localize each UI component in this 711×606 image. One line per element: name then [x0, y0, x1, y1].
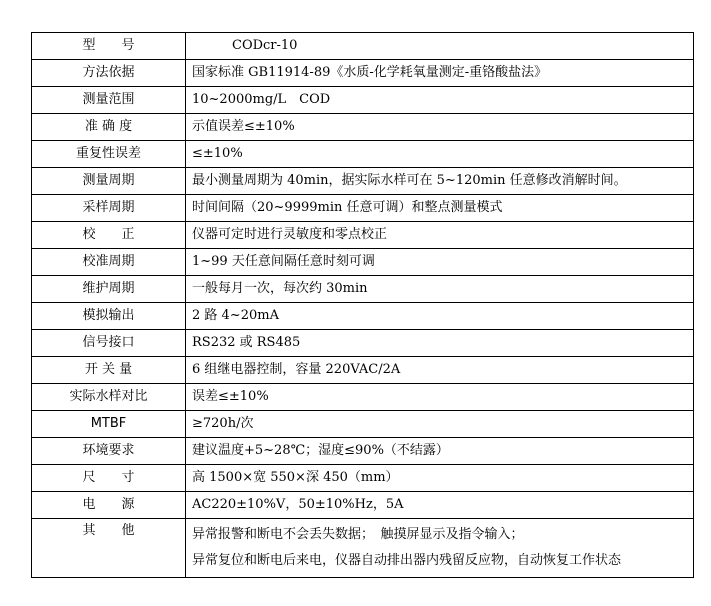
spec-row: [32, 87, 694, 114]
spec-value: 国家标准 GB11914-89《水质-化学耗氧量测定-重铬酸盐法》: [186, 60, 694, 87]
spec-row: [32, 141, 694, 168]
spec-row: [32, 465, 694, 492]
spec-label: 校准周期: [32, 249, 186, 276]
spec-label: 信号接口: [32, 330, 186, 357]
spec-row: [32, 276, 694, 303]
spec-label: MTBF: [32, 411, 186, 438]
spec-label: 方法依据: [32, 60, 186, 87]
spec-row: [32, 438, 694, 465]
spec-value: [186, 519, 694, 578]
spec-label: 开 关 量: [32, 357, 186, 384]
spec-value: 最小测量周期为 40min，据实际水样可在 5~120min 任意修改消解时间。: [186, 168, 694, 195]
spec-row: [32, 33, 694, 60]
spec-row: [32, 60, 694, 87]
spec-row: [32, 222, 694, 249]
spec-table-body: [32, 33, 694, 578]
spec-label: 型 号: [32, 33, 186, 60]
spec-row: [32, 114, 694, 141]
spec-value: RS232 或 RS485: [186, 330, 694, 357]
spec-value: 建议温度+5~28℃；湿度≤90%（不结露）: [186, 438, 694, 465]
spec-row: [32, 330, 694, 357]
spec-value: 一般每月一次，每次约 30min: [186, 276, 694, 303]
spec-value: 1~99 天任意间隔任意时刻可调: [186, 249, 694, 276]
spec-label: 测量周期: [32, 168, 186, 195]
spec-value-line-1: 异常报警和断电不会丢失数据； 触摸屏显示及指令输入；: [192, 527, 524, 542]
spec-label: 准 确 度: [32, 114, 186, 141]
spec-label: 电 源: [32, 492, 186, 519]
spec-value: 10~2000mg/L COD: [186, 87, 694, 114]
spec-row: [32, 303, 694, 330]
spec-label: 其 他: [32, 519, 186, 578]
spec-label: 尺 寸: [32, 465, 186, 492]
spec-value: AC220±10%V，50±10%Hz，5A: [186, 492, 694, 519]
spec-row: [32, 249, 694, 276]
spec-value-line-2: 异常复位和断电后来电，仪器自动排出器内残留反应物，自动恢复工作状态: [192, 553, 622, 568]
spec-value: 2 路 4~20mA: [186, 303, 694, 330]
spec-row: [32, 357, 694, 384]
spec-value: 误差≤±10%: [186, 384, 694, 411]
spec-value: 高 1500×宽 550×深 450（mm）: [186, 465, 694, 492]
spec-table: [31, 32, 694, 578]
spec-value: 时间间隔（20~9999min 任意可调）和整点测量模式: [186, 195, 694, 222]
spec-value: CODcr-10: [186, 33, 694, 60]
spec-label: 维护周期: [32, 276, 186, 303]
spec-value: ≥720h/次: [186, 411, 694, 438]
spec-label: 测量范围: [32, 87, 186, 114]
spec-row: [32, 411, 694, 438]
spec-label: 校 正: [32, 222, 186, 249]
spec-label: 重复性误差: [32, 141, 186, 168]
spec-value: ≤±10%: [186, 141, 694, 168]
spec-label: 采样周期: [32, 195, 186, 222]
spec-value: 示值误差≤±10%: [186, 114, 694, 141]
spec-row-other: [32, 519, 694, 578]
spec-row: [32, 168, 694, 195]
spec-value: 仪器可定时进行灵敏度和零点校正: [186, 222, 694, 249]
spec-row: [32, 195, 694, 222]
spec-label: 环境要求: [32, 438, 186, 465]
spec-row: [32, 492, 694, 519]
spec-label: 模拟输出: [32, 303, 186, 330]
spec-row: [32, 384, 694, 411]
spec-value: 6 组继电器控制，容量 220VAC/2A: [186, 357, 694, 384]
spec-label: 实际水样对比: [32, 384, 186, 411]
